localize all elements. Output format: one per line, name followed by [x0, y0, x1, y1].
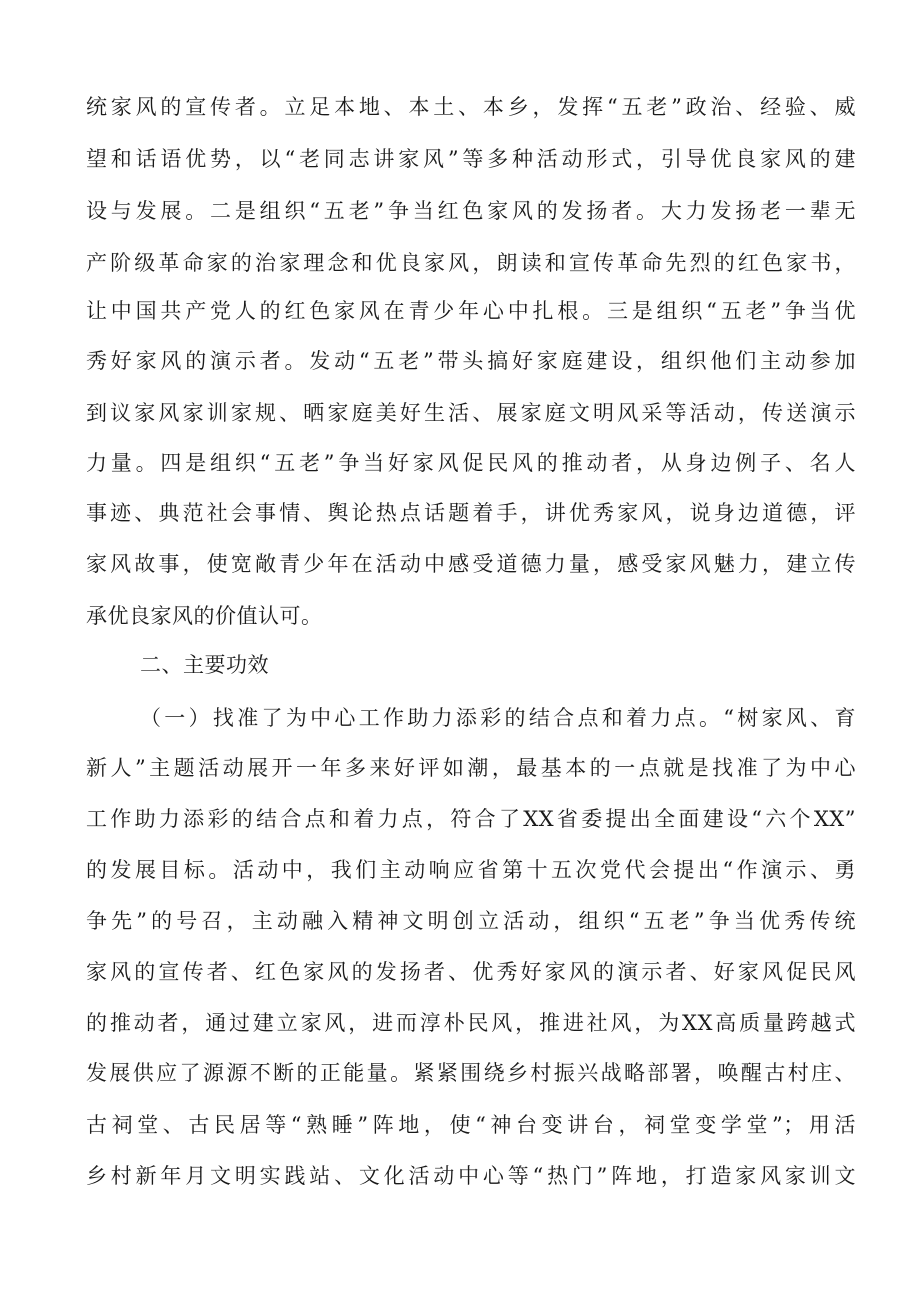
paragraph-1-line-9: 事迹、典范社会事情、舆论热点话题着手，讲优秀家风，说身边道德，评	[86, 501, 856, 525]
paragraph-2-line-3: 工作助力添彩的结合点和着力点，符合了XX省委提出全面建设“六个XX”	[86, 807, 856, 831]
paragraph-1-line-5: 让中国共产党人的红色家风在青少年心中扎根。三是组织“五老”争当优	[86, 299, 856, 323]
paragraph-2-line-9: 古祠堂、古民居等“熟睡”阵地，使“神台变讲台，祠堂变学堂”；用活	[86, 1113, 856, 1137]
paragraph-1-line-4: 产阶级革命家的治家理念和优良家风，朗读和宣传革命先烈的红色家书，	[86, 251, 856, 275]
paragraph-1-line-3: 设与发展。二是组织“五老”争当红色家风的发扬者。大力发扬老一辈无	[86, 199, 856, 223]
paragraph-2-line-8: 发展供应了源源不断的正能量。紧紧围绕乡村振兴战略部署，唤醒古村庄、	[86, 1061, 856, 1085]
paragraph-2-line-4: 的发展目标。活动中，我们主动响应省第十五次党代会提出“作演示、勇	[86, 858, 856, 882]
paragraph-1-line-1: 统家风的宣传者。立足本地、本土、本乡，发挥“五老”政治、经验、威	[86, 95, 856, 119]
paragraph-2-line-7: 的推动者，通过建立家风，进而淳朴民风，推进社风，为XX高质量跨越式	[86, 1011, 856, 1035]
paragraph-2-line-5: 争先”的号召，主动融入精神文明创立活动，组织“五老”争当优秀传统	[86, 909, 856, 933]
paragraph-1-line-2: 望和话语优势，以“老同志讲家风”等多种活动形式，引导优良家风的建	[86, 147, 856, 171]
paragraph-1-line-10: 家风故事，使宽敞青少年在活动中感受道德力量，感受家风魅力，建立传	[86, 552, 856, 576]
paragraph-1-line-11: 承优良家风的价值认可。	[86, 604, 323, 628]
paragraph-2-line-2: 新人”主题活动展开一年多来好评如潮，最基本的一点就是找准了为中心	[86, 756, 856, 780]
section-heading: 二、主要功效	[140, 653, 269, 677]
paragraph-1-line-8: 力量。四是组织“五老”争当好家风促民风的推动者，从身边例子、名人	[86, 451, 856, 475]
paragraph-2-line-6: 家风的宣传者、红色家风的发扬者、优秀好家风的演示者、好家风促民风	[86, 960, 856, 984]
paragraph-2-line-10: 乡村新年月文明实践站、文化活动中心等“热门”阵地，打造家风家训文	[86, 1164, 856, 1188]
paragraph-2-line-1: （一）找准了为中心工作助力添彩的结合点和着力点。“树家风、育	[140, 706, 856, 730]
paragraph-1-line-7: 到议家风家训家规、晒家庭美好生活、展家庭文明风采等活动，传送演示	[86, 401, 856, 425]
paragraph-1-line-6: 秀好家风的演示者。发动“五老”带头搞好家庭建设，组织他们主动参加	[86, 349, 856, 373]
